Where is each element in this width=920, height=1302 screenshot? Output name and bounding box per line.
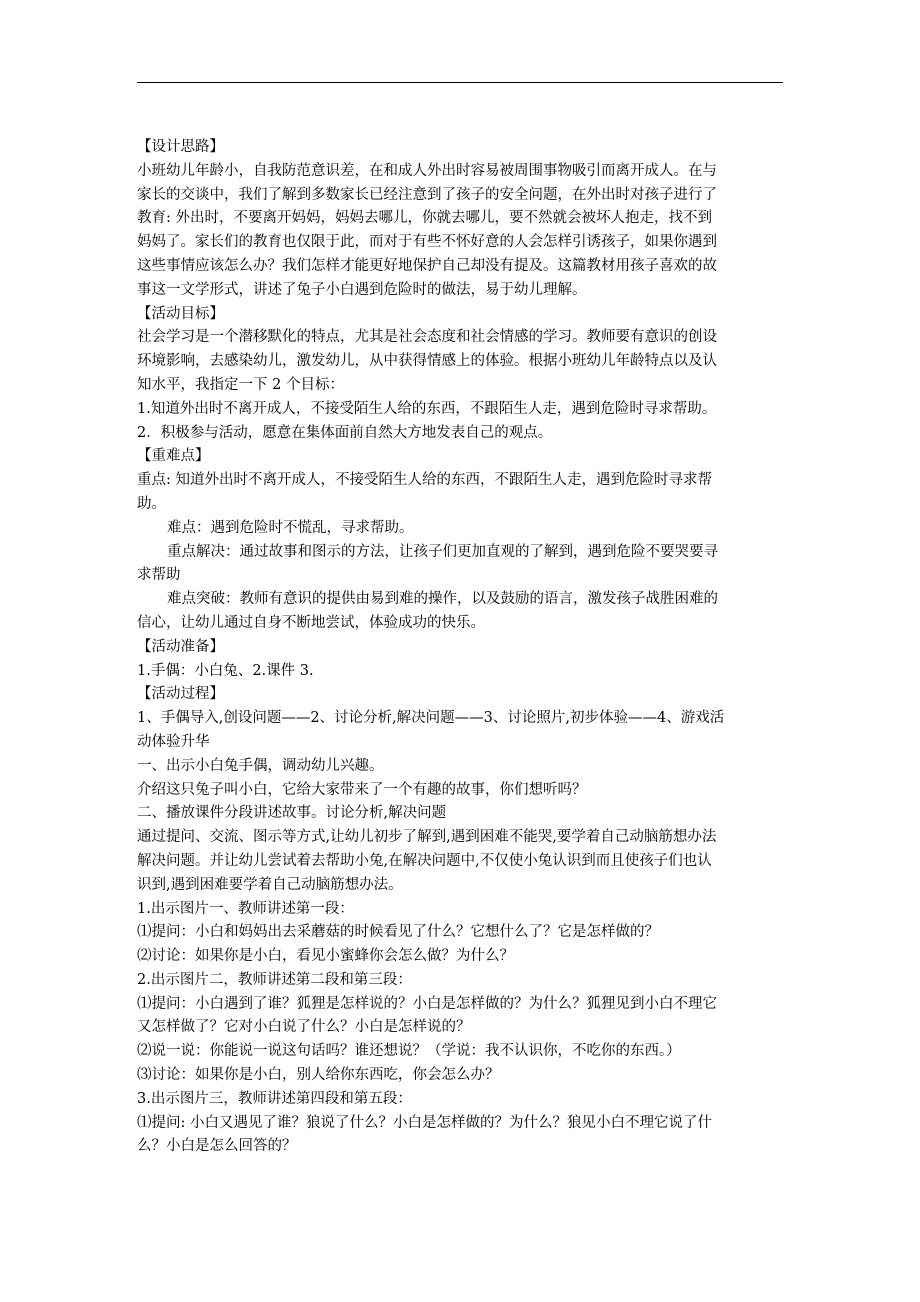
document-line: ⑴提问: 小白又遇见了谁？狼说了什么？小白是怎样做的？为什么？狼见小白不理它说了什 [137,1114,712,1131]
document-line: ⑵讨论：如果你是小白，看见小蜜蜂你会怎么做？为什么？ [137,948,514,965]
document-line: ⑴提问：小白遇到了谁？狐狸是怎样说的？小白是怎样做的？为什么？狐狸见到小白不理它 [137,995,717,1012]
document-line: 这些事情应该怎么办？我们怎样才能更好地保护自己却没有提及。这篇教材用孩子喜欢的故 [137,257,717,274]
document-line: 2.出示图片二，教师讲述第二段和第三段： [137,971,412,988]
document-line: 信心，让幼儿通过自身不断地尝试，体验成功的快乐。 [137,614,485,631]
document-line: 1.知道外出时不离开成人，不接受陌生人给的东西，不跟陌生人走，遇到危险时寻求帮助。 [137,400,717,417]
document-line: 家长的交谈中，我们了解到多数家长已经注意到了孩子的安全问题，在外出时对孩子进行了 [137,186,717,203]
document-line: 二、播放课件分段讲述故事。讨论分析,解决问题 [137,805,447,822]
document-line: ⑴提问：小白和妈妈出去采蘑菇的时候看见了什么？它想什么了？它是怎样做的？ [137,924,659,941]
document-line: 解决问题。并让幼儿尝试着去帮助小兔,在解决问题中,不仅使小兔认识到而且使孩子们也认 [137,852,712,869]
document-line: 重点解决：通过故事和图示的方法，让孩子们更加直观的了解到，遇到危险不要哭要寻 [167,543,718,560]
document-line: 社会学习是一个潜移默化的特点，尤其是社会态度和社会情感的学习。教师要有意识的创设 [137,329,717,346]
document-line: 【重难点】 [137,448,210,465]
document-line: 通过提问、交流、图示等方式,让幼儿初步了解到,遇到困难不能哭,要学着自己动脑筋想办法 [137,829,717,846]
document-line: 环境影响，去感染幼儿，激发幼儿，从中获得情感上的体验。根据小班幼儿年龄特点以及认 [137,353,717,370]
document-line: 一、出示小白兔手偶，调动幼儿兴趣。 [137,757,384,774]
document-line: ⑶讨论：如果你是小白，别人给你东西吃，你会怎么办？ [137,1067,500,1084]
document-line: 【设计思路】 [137,139,224,155]
document-line: 1、手偶导入,创设问题——2、讨论分析,解决问题——3、讨论照片,初步体验——4、游戏活 [137,710,725,727]
document-line: 助。 [137,495,166,512]
document-line: 难点突破：教师有意识的提供由易到难的操作，以及鼓励的语言，激发孩子战胜困难的 [167,591,718,608]
document-line: 2．积极参与活动，愿意在集体面前自然大方地发表自己的观点。 [137,424,553,441]
document-line: 【活动过程】 [137,686,224,703]
document-line: 事这一文学形式，讲述了兔子小白遇到危险时的做法，易于幼儿理解。 [137,281,587,298]
document-line: 1.出示图片一、教师讲述第一段： [137,900,354,917]
document-line: 妈妈了。家长们的教育也仅限于此，而对于有些不怀好意的人会怎样引诱孩子，如果你遇到 [137,234,717,251]
document-line: 【活动目标】 [137,305,224,322]
document-line: 教育: 外出时，不要离开妈妈，妈妈去哪儿，你就去哪儿，要不然就会被坏人抱走，找不到 [137,210,712,227]
document-line: 识到,遇到困难要学着自己动脑筋想办法。 [137,876,403,893]
document-body [137,136,787,1159]
document-line: 难点：遇到危险时不慌乱，寻求帮助。 [167,519,414,536]
document-line: 【活动准备】 [137,638,224,655]
document-line: 又怎样做了？它对小白说了什么？小白是怎样说的？ [137,1019,471,1036]
document-line: 么？小白是怎么回答的？ [137,1138,297,1155]
document-line: 知水平，我指定一下 2 个目标： [137,376,344,393]
document-line: 小班幼儿年龄小，自我防范意识差，在和成人外出时容易被周围事物吸引而离开成人。在与 [137,162,717,179]
document-line: 重点: 知道外出时不离开成人，不接受陌生人给的东西，不跟陌生人走，遇到危险时寻求帮 [137,472,712,489]
document-line: 求帮助 [137,567,181,584]
document-line: 介绍这只兔子叫小白，它给大家带来了一个有趣的故事，你们想听吗？ [137,781,587,798]
document-line: 3.出示图片三，教师讲述第四段和第五段： [137,1090,412,1107]
document-line: ⑵说一说：你能说一说这句话吗？谁还想说？（学说：我不认识你，不吃你的东西。） [137,1043,681,1060]
document-line: 1.手偶：小白兔、2.课件 3. [137,662,314,679]
header-rule [137,82,783,83]
document-line: 动体验升华 [137,733,210,750]
